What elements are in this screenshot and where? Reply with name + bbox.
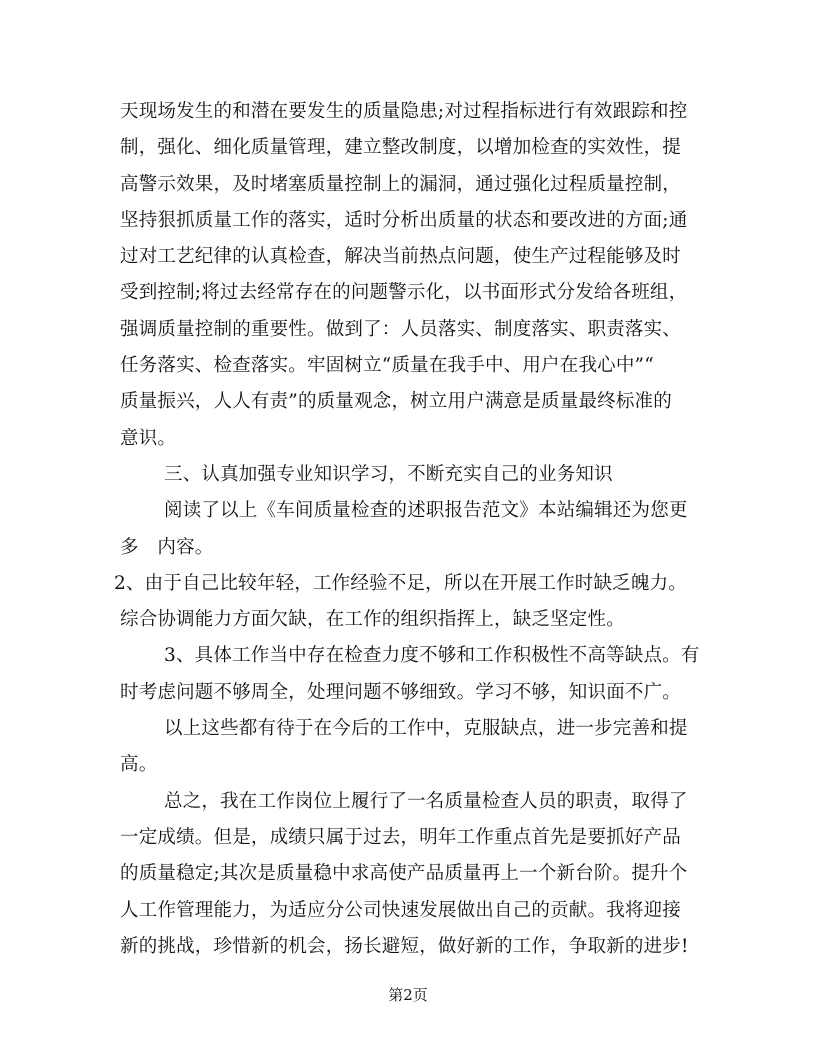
text-line: 坚持狠抓质量工作的落实，适时分析出质量的状态和要改进的方面;通 [120,209,688,231]
text-line: 制，强化、细化质量管理，建立整改制度，以增加检查的实效性，提 [120,137,682,159]
text-line: 的质量稳定;其次是质量稳中求高使产品质量再上一个新台阶。提升个 [120,863,688,885]
section-heading: 三、认真加强专业知识学习，不断充实自己的业务知识 [164,463,613,485]
text-line: 阅读了以上《车间质量检查的述职报告范文》本站编辑还为您更 [164,500,688,522]
text-line: 一定成绩。但是，成绩只属于过去，明年工作重点首先是要抓好产品 [120,826,682,848]
text-line: 多 内容。 [120,536,214,558]
text-line: 2、由于自己比较年轻，工作经验不足，所以在开展工作时缺乏魄力。 [114,572,687,594]
text-line: 过对工艺纪律的认真检查，解决当前热点问题，使生产过程能够及时 [120,246,682,268]
page-number: 第2页 [388,986,428,1004]
text-line: 综合协调能力方面欠缺，在工作的组织指挥上，缺乏坚定性。 [120,609,625,631]
text-line: 天现场发生的和潜在要发生的质量隐患;对过程指标进行有效跟踪和控 [120,101,688,122]
text-line: 总之，我在工作岗位上履行了一名质量检查人员的职责，取得了 [164,790,688,812]
text-line: 时考虑问题不够周全，处理问题不够细致。学习不够，知识面不广。 [120,681,682,703]
document-body [114,94,700,965]
text-line: 质量振兴，人人有责”的质量观念，树立用户满意是质量最终标准的 [120,391,672,413]
text-line: 受到控制;将过去经常存在的问题警示化，以书面形式分发给各班组， [120,282,688,304]
text-line: 以上这些都有待于在今后的工作中，克服缺点，进一步完善和提 [164,718,688,740]
text-line: 高。 [120,754,158,776]
text-line: 强调质量控制的重要性。做到了：人员落实、制度落实、职责落实、 [120,318,682,340]
text-line: 任务落实、检查落实。牢固树立“质量在我手中、用户在我心中”“ [120,355,654,377]
text-line: 新的挑战，珍惜新的机会，扬长避短，做好新的工作，争取新的进步! [120,935,689,957]
text-line: 高警示效果，及时堵塞质量控制上的漏洞，通过强化过程质量控制， [120,173,682,195]
text-line: 3、具体工作当中存在检查力度不够和工作积极性不高等缺点。有 [164,645,700,667]
text-line: 意识。 [120,427,177,449]
text-line: 人工作管理能力，为适应分公司快速发展做出自己的贡献。我将迎接 [120,899,682,921]
